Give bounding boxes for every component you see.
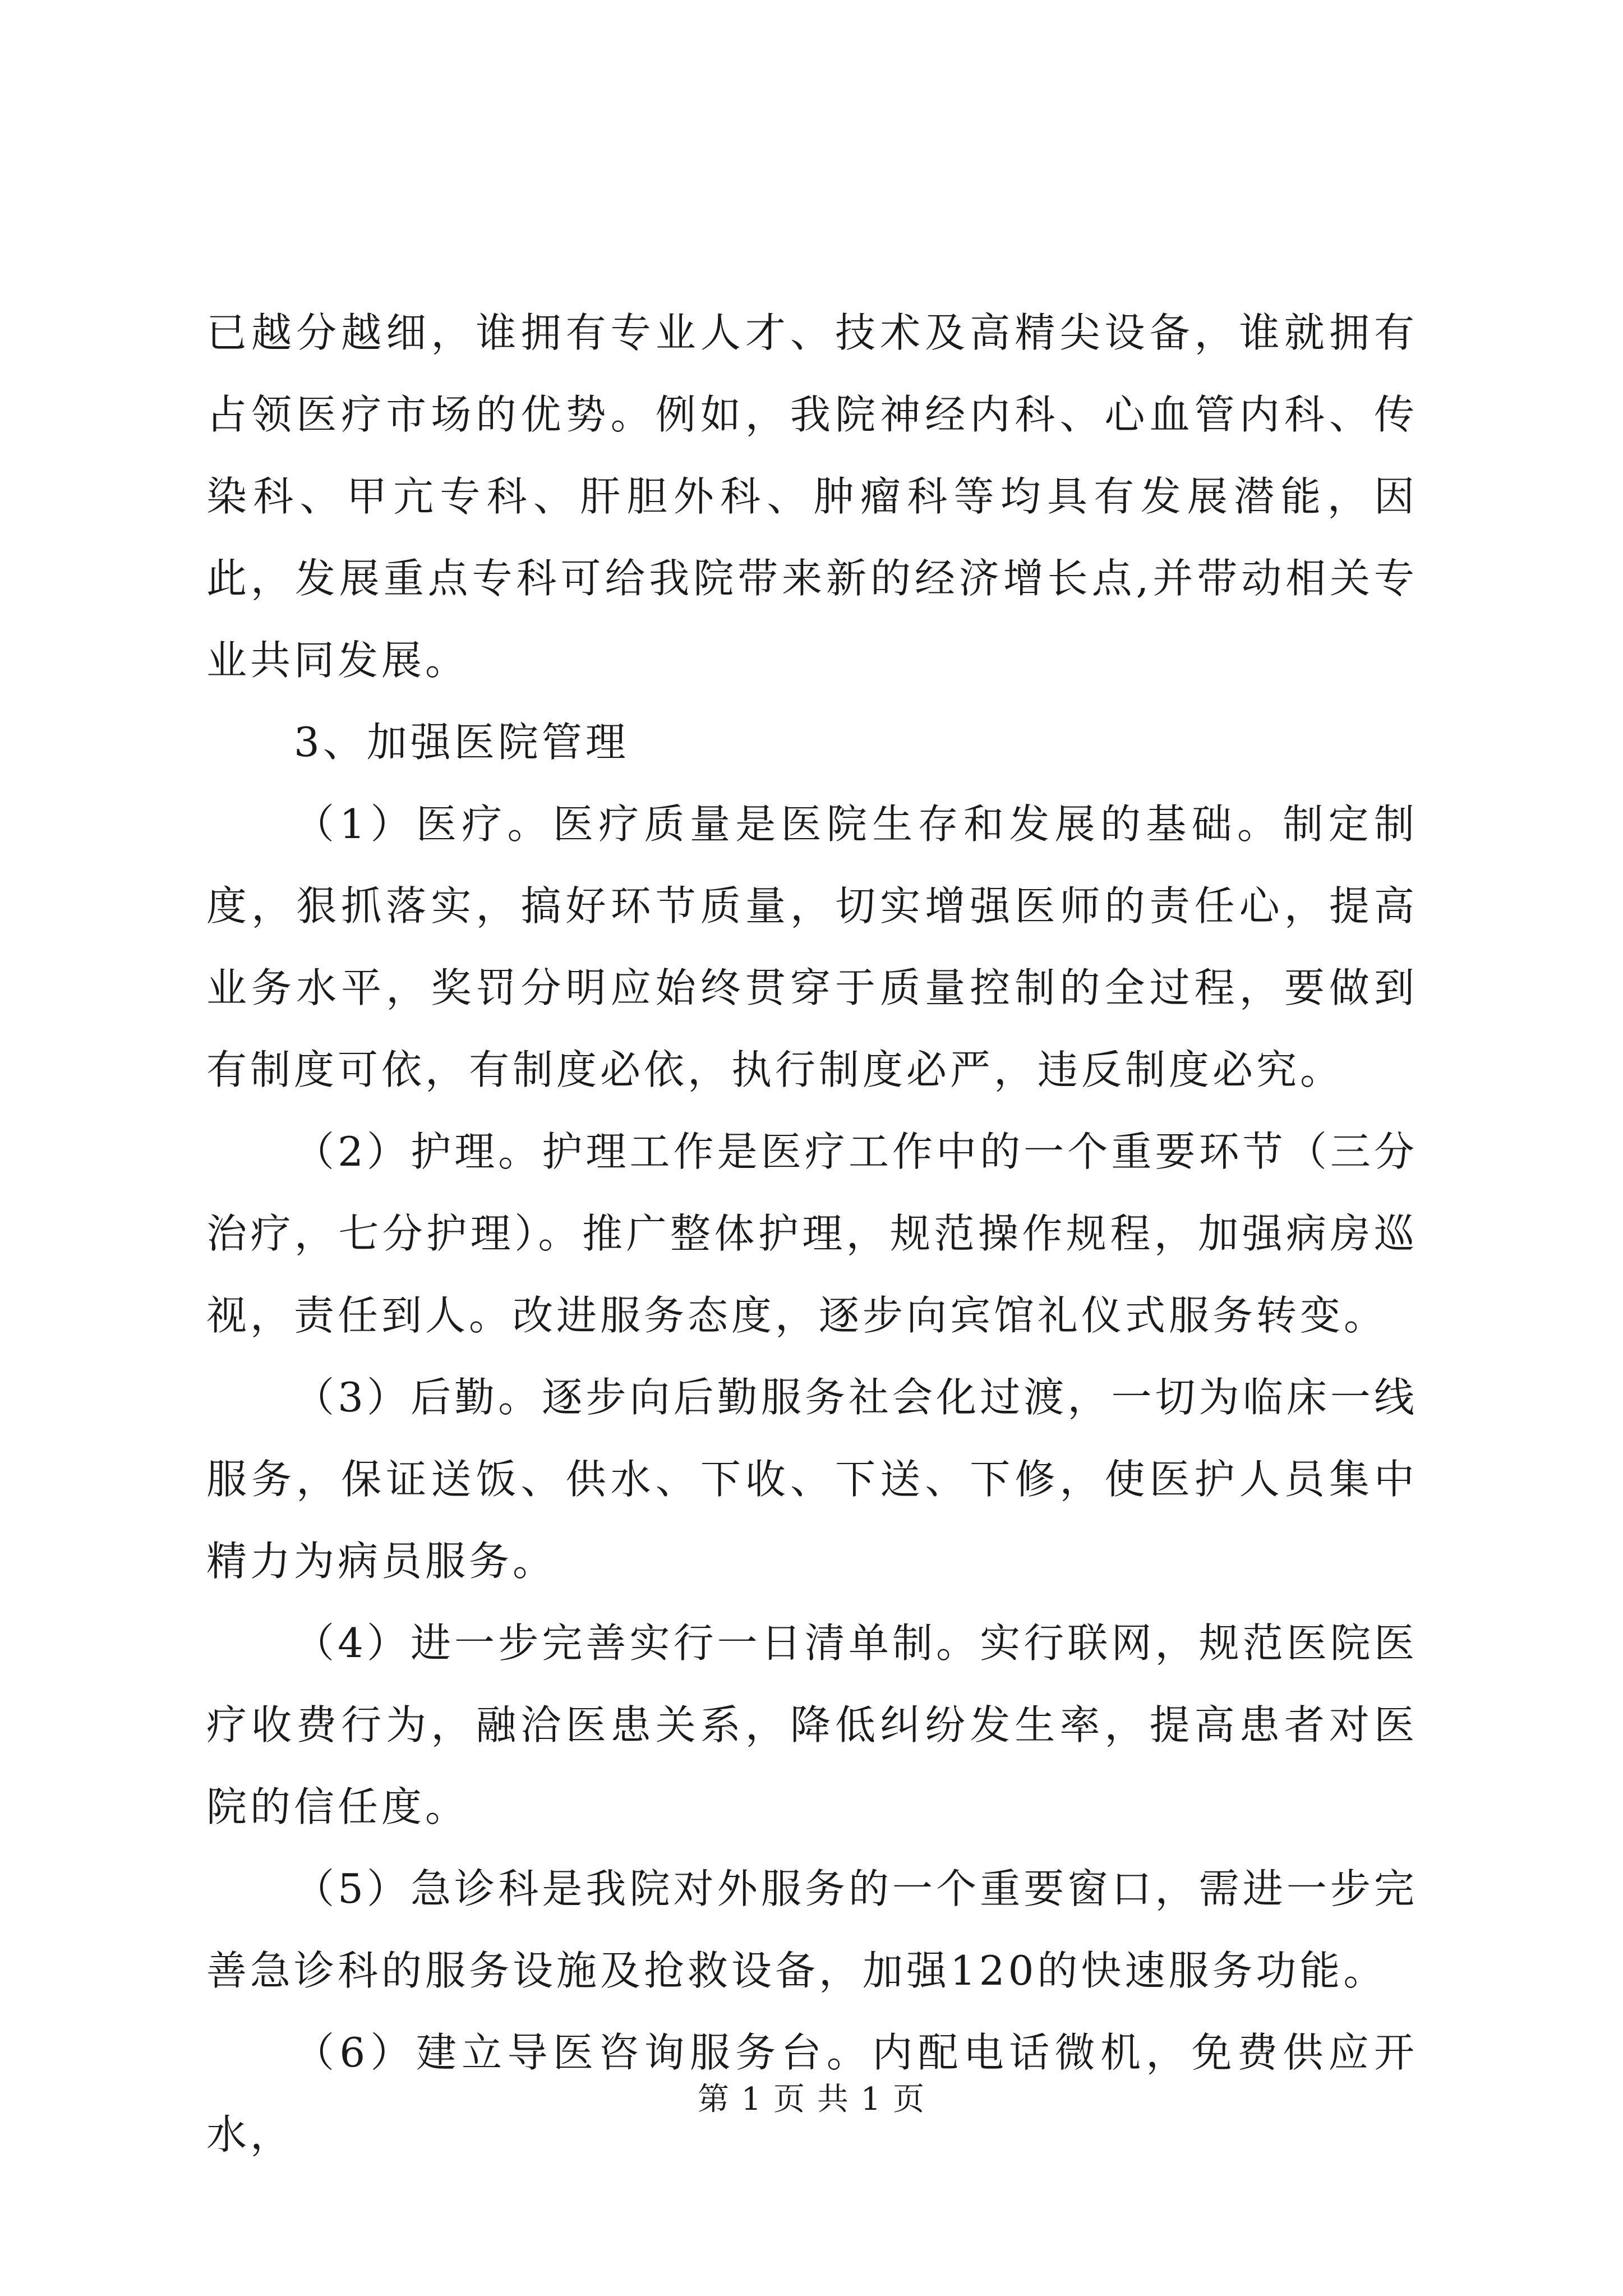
paragraph-emergency: （5）急诊科是我院对外服务的一个重要窗口，需进一步完善急诊科的服务设施及抢救设备，加强120的快速服务功能。 [206, 1865, 1418, 1994]
paragraph-continuation: 已越分越细，谁拥有专业人才、技术及高精尖设备，谁就拥有占领医疗市场的优势。例如，我院神经内科、心血管内科、传染科、甲亢专科、肝胆外科、肿瘤科等均具有发展潜能，因此，发展重点专科可给我院带来新的经济增长点,并带动相关专业共同发展。 [206, 309, 1418, 684]
document-body [206, 292, 1418, 2175]
paragraph-daily-bill: （4）进一步完善实行一日清单制。实行联网，规范医院医疗收费行为，融洽医患关系，降低纠纷发生率，提高患者对医院的信任度。 [206, 1619, 1418, 1830]
page-footer: 第 1 页 共 1 页 [697, 2081, 926, 2118]
paragraph-medical: （1）医疗。医疗质量是医院生存和发展的基础。制定制度，狠抓落实，搞好环节质量，切实增强医师的责任心，提高业务水平，奖罚分明应始终贯穿于质量控制的全过程，要做到有制度可依，有制度必依，执行制度必严，违反制度必究。 [206, 800, 1418, 1093]
paragraph-logistics: （3）后勤。逐步向后勤服务社会化过渡，一切为临床一线服务，保证送饭、供水、下收、下送、下修，使医护人员集中精力为病员服务。 [206, 1374, 1418, 1585]
section-heading: 3、加强医院管理 [294, 719, 629, 766]
paragraph-nursing: （2）护理。护理工作是医疗工作中的一个重要环节（三分治疗，七分护理）。推广整体护理，规范操作规程，加强病房巡视，责任到人。改进服务态度，逐步向宾馆礼仪式服务转变。 [206, 1128, 1418, 1339]
paragraph-guide-desk: （6）建立导医咨询服务台。内配电话微机，免费供应开水， [206, 2029, 1418, 2158]
